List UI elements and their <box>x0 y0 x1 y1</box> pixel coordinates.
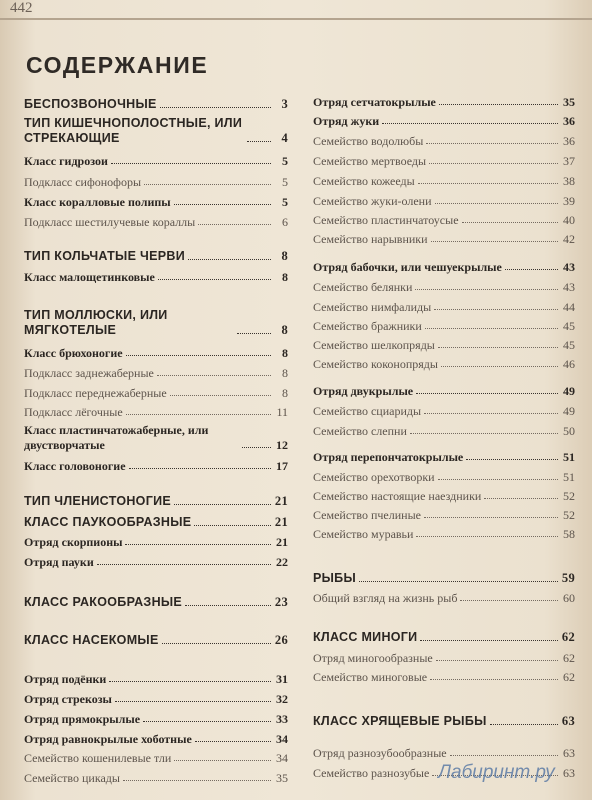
toc-entry: Подкласс сифонофоры 5 <box>24 174 288 189</box>
toc-entry: Семейство слепни 50 <box>313 423 575 438</box>
toc-entry: Семейство нимфалиды 44 <box>313 299 575 314</box>
toc-entry: Отряд разнозубообразные 63 <box>313 745 575 760</box>
toc-entry: Семейство бражники 45 <box>313 318 575 333</box>
toc-entry: Отряд прямокрылые 33 <box>24 711 288 726</box>
toc-entry: КЛАСС НАСЕКОМЫЕ 26 <box>24 633 288 647</box>
toc-entry: БЕСПОЗВОНОЧНЫЕ 3 <box>24 97 288 111</box>
toc-entry: Отряд пауки 22 <box>24 554 288 569</box>
toc-entry: Отряд равнокрылые хоботные 34 <box>24 731 288 746</box>
toc-entry: Отряд перепончатокрылые 51 <box>313 449 575 464</box>
toc-entry: Семейство пластинчатоусые 40 <box>313 212 575 227</box>
toc-entry: Семейство шелкопряды 45 <box>313 337 575 352</box>
toc-entry: Подкласс шестилучевые кораллы 6 <box>24 214 288 229</box>
toc-entry: Семейство водолюбы 36 <box>313 133 575 148</box>
toc-entry: Отряд жуки 36 <box>313 113 575 128</box>
toc-entry: КЛАСС МИНОГИ 62 <box>313 630 575 644</box>
toc-entry: Отряд скорпионы 21 <box>24 534 288 549</box>
toc-entry: Подкласс переднежаберные 8 <box>24 385 288 400</box>
toc-entry: Семейство коконопряды 46 <box>313 356 575 371</box>
toc-entry: Отряд подёнки 31 <box>24 671 288 686</box>
toc-entry: РЫБЫ 59 <box>313 571 575 585</box>
page-number: 442 <box>10 0 33 16</box>
toc-entry: Семейство кошенилевые тли 34 <box>24 750 288 765</box>
toc-entry: Семейство нарывники 42 <box>313 231 575 246</box>
toc-entry: ТИП КИШЕЧНОПОЛОСТНЫЕ, ИЛИ СТРЕКАЮЩИЕ 4 <box>24 116 288 145</box>
toc-entry: Семейство белянки 43 <box>313 279 575 294</box>
toc-entry: Семейство кожееды 38 <box>313 173 575 188</box>
toc-entry: КЛАСС ПАУКООБРАЗНЫЕ 21 <box>24 515 288 529</box>
toc-entry: Отряд сетчатокрылые 35 <box>313 94 575 109</box>
toc-entry: Класс пластинчатожаберные, или двустворчатые 12 <box>24 423 288 452</box>
toc-entry: Класс головоногие 17 <box>24 458 288 473</box>
toc-entry: Семейство орехотворки 51 <box>313 469 575 484</box>
toc-entry: Класс гидрозои 5 <box>24 153 288 168</box>
toc-entry: ТИП МОЛЛЮСКИ, ИЛИ МЯГКОТЕЛЫЕ 8 <box>24 308 288 337</box>
toc-entry: Семейство муравьи 58 <box>313 526 575 541</box>
toc-entry: Класс брюхоногие 8 <box>24 345 288 360</box>
toc-entry: Класс малощетинковые 8 <box>24 269 288 284</box>
toc-entry: КЛАСС РАКООБРАЗНЫЕ 23 <box>24 595 288 609</box>
toc-entry: Семейство жуки-олени 39 <box>313 193 575 208</box>
toc-entry: Семейство мертвоеды 37 <box>313 153 575 168</box>
toc-entry: Семейство сциариды 49 <box>313 403 575 418</box>
toc-entry: Семейство разнозубые 63 <box>313 765 575 780</box>
watermark-logo: Лабиринт.ру <box>438 762 555 783</box>
toc-entry: Отряд стрекозы 32 <box>24 691 288 706</box>
page-title: СОДЕРЖАНИЕ <box>26 52 209 78</box>
toc-entry: Семейство цикады 35 <box>24 770 288 785</box>
toc-entry: ТИП КОЛЬЧАТЫЕ ЧЕРВИ 8 <box>24 249 288 263</box>
toc-entry: Семейство миноговые 62 <box>313 669 575 684</box>
toc-entry: Отряд двукрылые 49 <box>313 383 575 398</box>
toc-entry: Подкласс заднежаберные 8 <box>24 365 288 380</box>
top-rule <box>0 18 592 20</box>
toc-entry: Отряд бабочки, или чешуекрылые 43 <box>313 259 575 274</box>
toc-entry: Семейство пчелиные 52 <box>313 507 575 522</box>
toc-entry: Класс коралловые полипы 5 <box>24 194 288 209</box>
toc-entry: ТИП ЧЛЕНИСТОНОГИЕ 21 <box>24 494 288 508</box>
toc-entry: Отряд миногообразные 62 <box>313 650 575 665</box>
toc-entry: Общий взгляд на жизнь рыб 60 <box>313 590 575 605</box>
toc-entry: Подкласс лёгочные 11 <box>24 404 288 419</box>
toc-entry: Семейство настоящие наездники 52 <box>313 488 575 503</box>
toc-entry: КЛАСС ХРЯЩЕВЫЕ РЫБЫ 63 <box>313 714 575 728</box>
